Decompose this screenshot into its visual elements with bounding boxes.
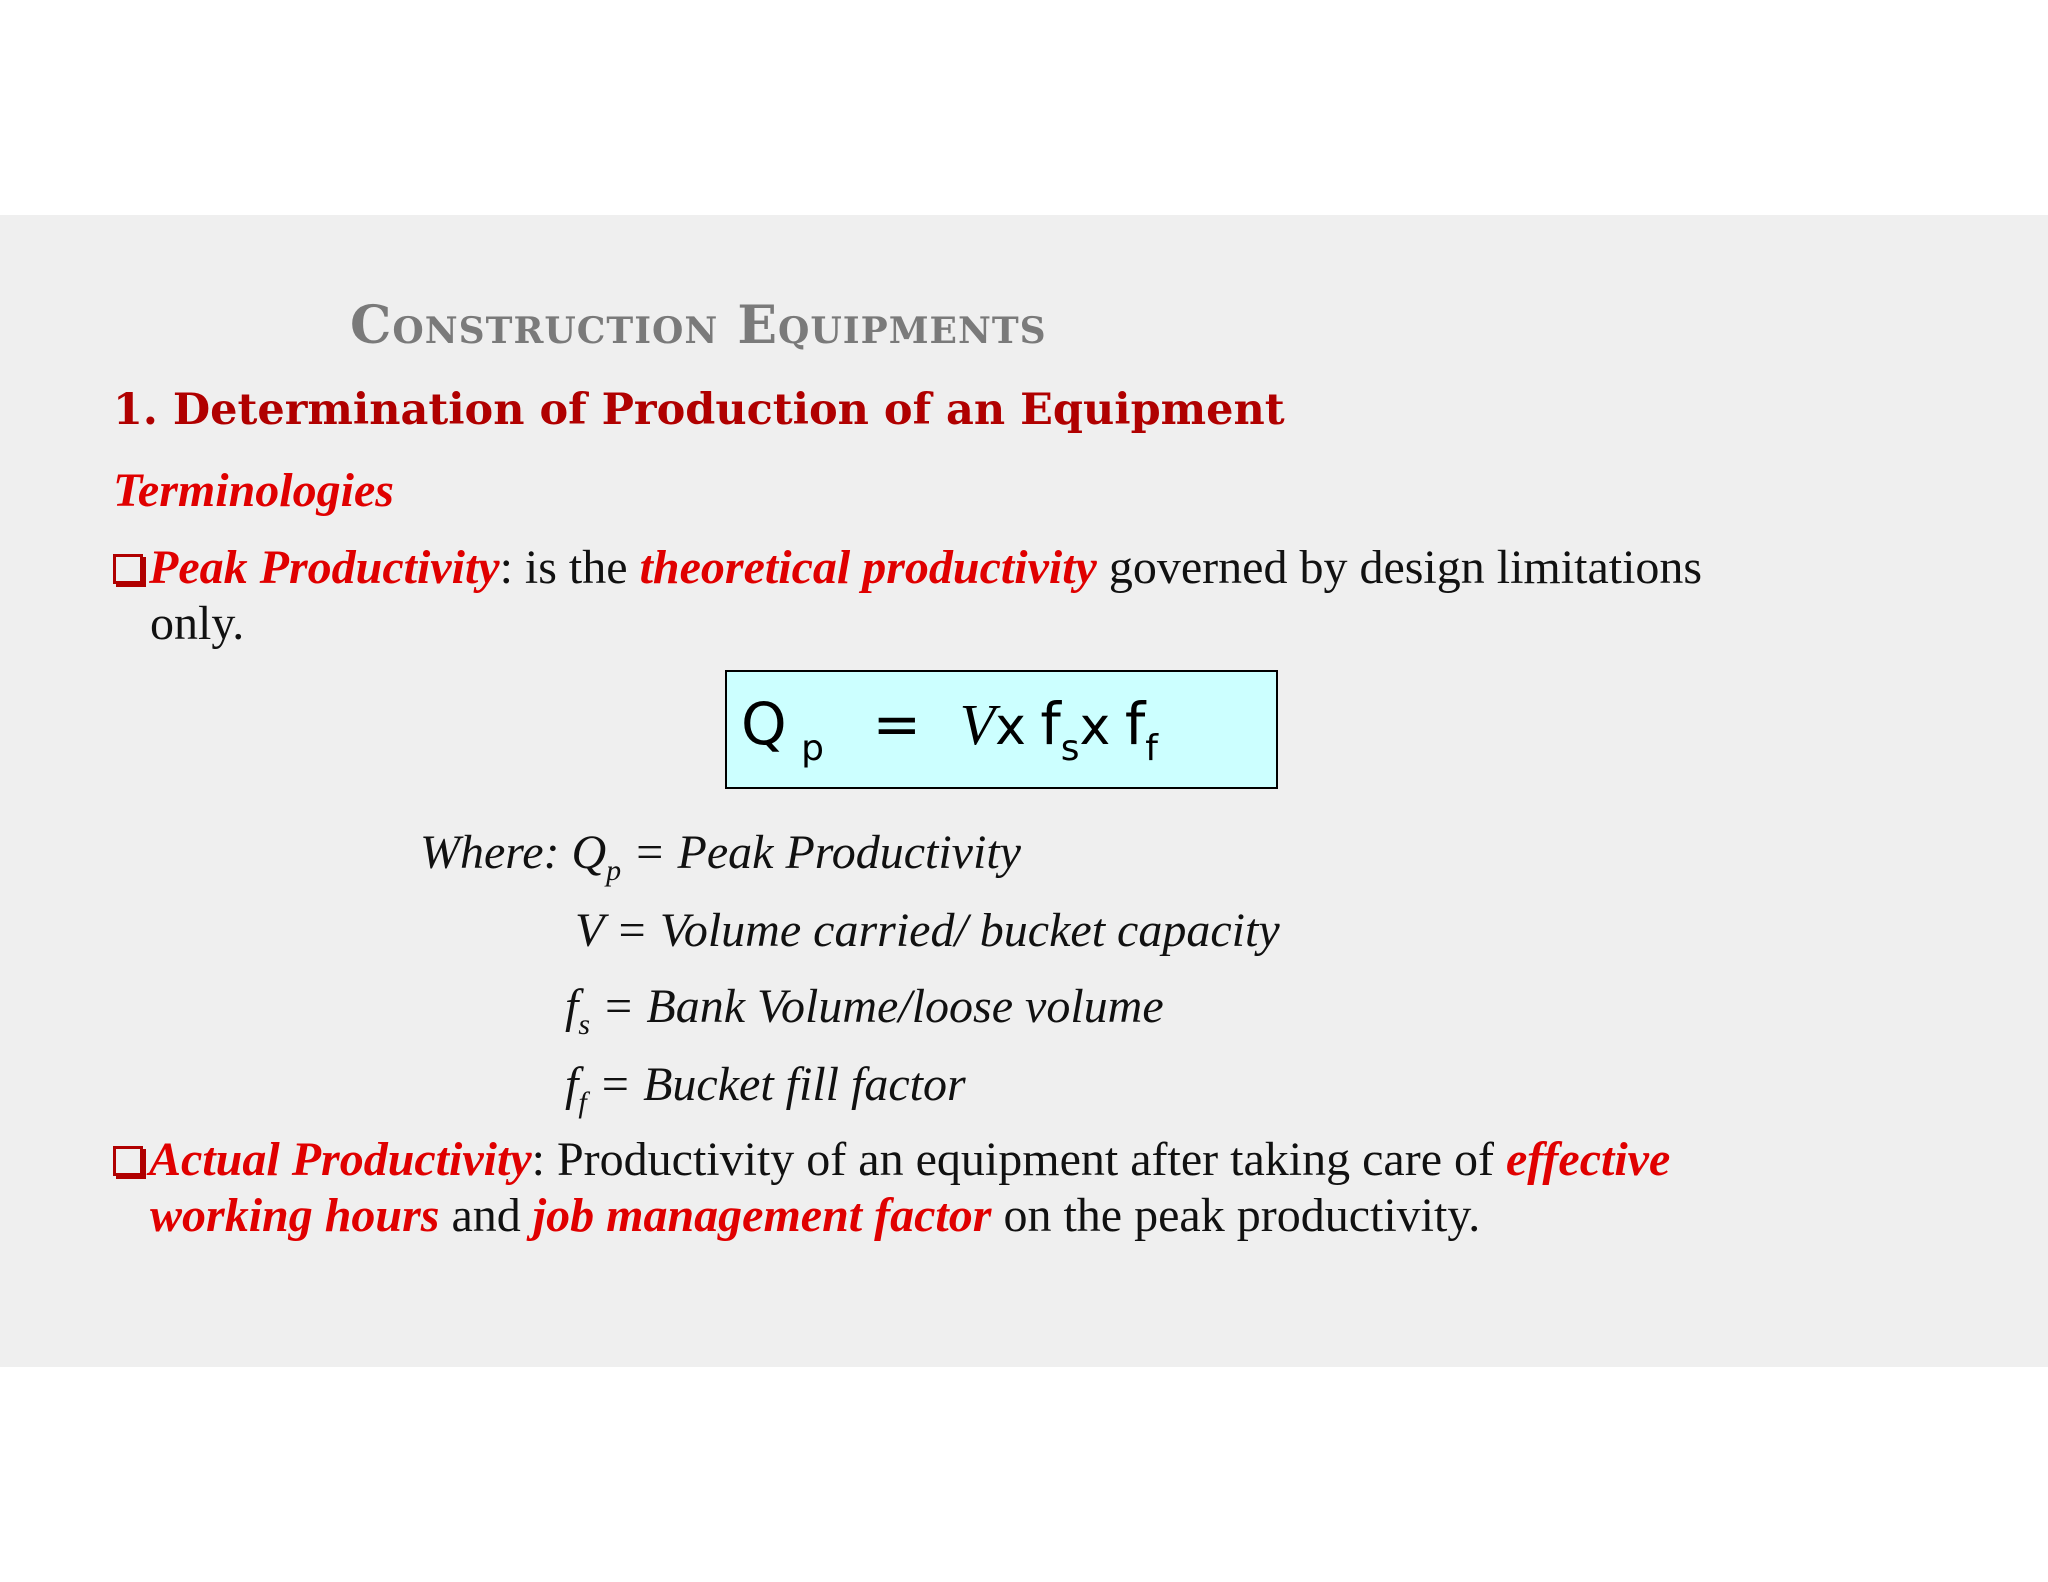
formula: [741, 690, 1158, 769]
definition-text: = Bucket fill factor: [586, 1058, 966, 1111]
peak-text-b: governed by design limitations: [1096, 541, 1703, 594]
term-peak-productivity: Peak Productivity: [149, 541, 500, 594]
definition-text: = Bank Volume/loose volume: [590, 980, 1164, 1033]
header-title: Construction Equipments: [350, 295, 1047, 356]
definition-sub: p: [606, 854, 622, 887]
subheading-terminologies: Terminologies: [113, 464, 394, 517]
definition-symbol: f: [565, 1058, 579, 1111]
actual-line-2: [113, 1188, 1893, 1244]
peak-productivity-paragraph: [113, 540, 1893, 652]
term-actual-productivity: Actual Productivity: [149, 1133, 532, 1186]
definition-prefix: Where:: [420, 826, 572, 879]
checkbox-bullet-icon: [113, 554, 143, 584]
formula-box: [725, 670, 1278, 789]
definition-ff: [565, 1057, 966, 1120]
formula-q-sub: p: [801, 728, 825, 769]
definition-text: = Peak Productivity: [621, 826, 1021, 879]
formula-times-2: x: [1079, 697, 1111, 757]
definition-sub: f: [578, 1086, 587, 1119]
peak-text-a: : is the: [499, 541, 640, 594]
definition-text: = Volume carried/ bucket capacity: [603, 904, 1280, 957]
slide: [0, 215, 2048, 1367]
emphasis-theoretical-productivity: theoretical productivity: [639, 541, 1097, 594]
emphasis-effective: effective: [1505, 1133, 1671, 1186]
emphasis-job-management-factor: job management factor: [532, 1189, 992, 1242]
formula-equals: =: [872, 690, 922, 758]
formula-times-1: x: [995, 697, 1026, 757]
formula-f1: f: [1040, 690, 1061, 758]
formula-f2: f: [1124, 690, 1146, 758]
peak-text-c: only.: [150, 597, 245, 650]
formula-v: V: [959, 692, 996, 757]
formula-f2-sub: f: [1145, 728, 1158, 769]
definition-symbol: f: [565, 980, 579, 1033]
definition-sub: s: [578, 1008, 591, 1041]
actual-text-a: : Productivity of an equipment after taking care of: [531, 1133, 1506, 1186]
definition-symbol: V: [575, 904, 604, 957]
actual-text-b: and: [439, 1189, 533, 1242]
definition-v: [575, 903, 1280, 958]
section-heading: 1. Determination of Production of an Equipment: [113, 385, 1285, 435]
formula-f1-sub: s: [1060, 728, 1080, 769]
definition-qp: [420, 825, 1021, 888]
definition-fs: [565, 979, 1164, 1042]
actual-text-c: on the peak productivity.: [991, 1189, 1481, 1242]
actual-productivity-paragraph: [113, 1132, 1893, 1244]
formula-q: Q: [741, 690, 787, 758]
definition-symbol: Q: [571, 826, 607, 879]
checkbox-bullet-icon: [113, 1146, 143, 1176]
emphasis-working-hours: working hours: [150, 1189, 440, 1242]
